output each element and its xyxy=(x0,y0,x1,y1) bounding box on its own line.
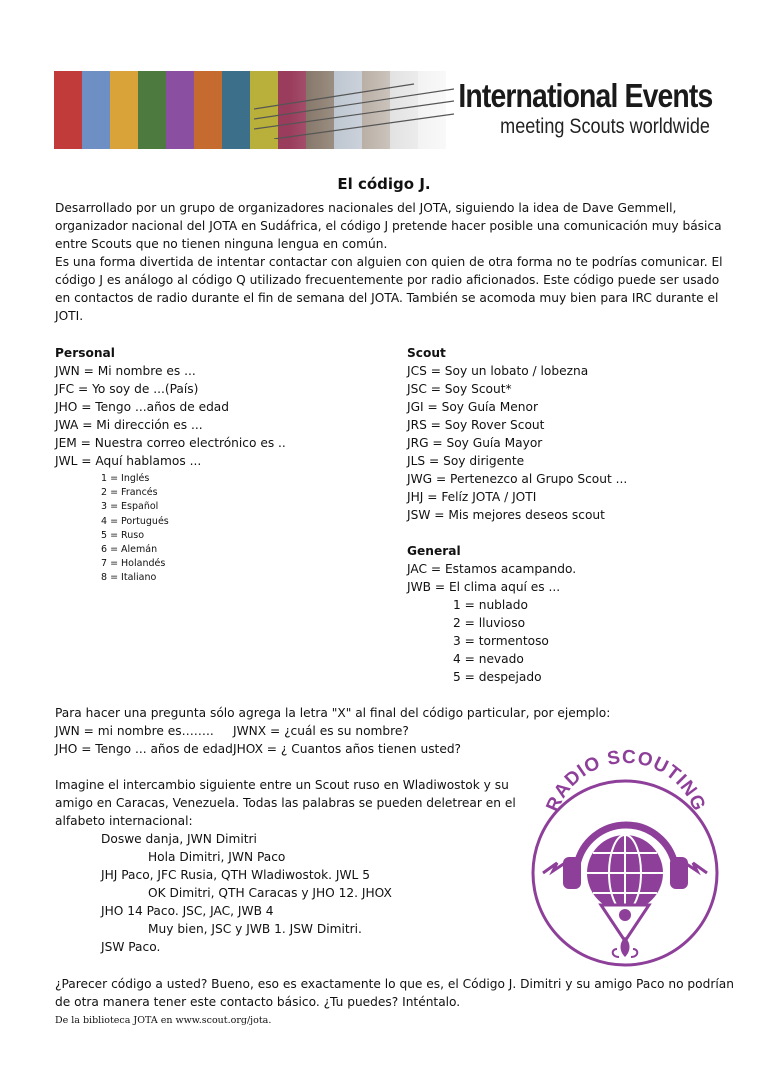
code-item: JHO = Tengo ...años de edad xyxy=(55,400,230,414)
intro-line: Es una forma divertida de intentar contactar con alguien con quien de otra forma no te podrías comunicar. El xyxy=(55,255,723,269)
question-example: JWN = mi nombre es…….. xyxy=(55,724,214,738)
dialogue-line: JSW Paco. xyxy=(101,940,161,954)
page-title: El código J. xyxy=(337,175,431,193)
closing-line: de otra manera tener este contacto básico. ¿Tu puedes? Inténtalo. xyxy=(55,995,461,1009)
intro-line: código J es análogo al código Q utilizado frecuentemente por radio aficionados. Este código puede ser usado xyxy=(55,273,720,287)
dialogue-line: Doswe danja, JWN Dimitri xyxy=(101,832,257,846)
intro-line: organizador nacional del JOTA en Sudáfrica, el código J pretende hacer posible una comunicación muy básica xyxy=(55,219,722,233)
dialogue-line: JHJ Paco, JFC Rusia, QTH Wladiwostok. JWL 5 xyxy=(101,868,370,882)
code-item: JFC = Yo soy de ...(País) xyxy=(55,382,199,396)
language-item: 5 = Ruso xyxy=(101,529,145,541)
code-item: JLS = Soy dirigente xyxy=(407,454,525,468)
language-item: 6 = Alemán xyxy=(101,544,158,556)
intro-line: entre Scouts que no tienen ninguna lengua en común. xyxy=(55,237,388,251)
code-item: JEM = Nuestra correo electrónico es .. xyxy=(55,436,286,450)
dialogue-line: JHO 14 Paco. JSC, JAC, JWB 4 xyxy=(101,904,274,918)
scout-section xyxy=(407,344,717,524)
footer-source: De la biblioteca JOTA en www.scout.org/jota. xyxy=(55,1015,272,1026)
code-item: JAC = Estamos acampando. xyxy=(407,562,577,576)
code-item: JRG = Soy Guía Mayor xyxy=(407,436,543,450)
weather-item: 2 = lluvioso xyxy=(453,616,526,630)
language-item: 7 = Holandés xyxy=(101,558,166,570)
banner-subtitle: meeting Scouts worldwide xyxy=(500,115,710,138)
code-item: JWG = Pertenezco al Grupo Scout ... xyxy=(407,472,628,486)
code-item: JSC = Soy Scout* xyxy=(407,382,512,396)
general-heading: General xyxy=(407,544,461,558)
question-example-x: JHOX = ¿ Cuantos años tienen usted? xyxy=(233,742,462,756)
weather-item: 4 = nevado xyxy=(453,652,524,666)
personal-heading: Personal xyxy=(55,346,115,360)
header-banner xyxy=(54,71,716,149)
language-list xyxy=(55,470,385,586)
banner-title: International Events xyxy=(457,77,712,114)
closing-paragraph xyxy=(55,975,734,1011)
weather-list xyxy=(407,596,717,686)
example-intro-line: amigo en Caracas, Venezuela. Todas las palabras se pueden deletrear en el xyxy=(55,796,516,810)
example-section xyxy=(55,776,525,956)
example-intro-line: Imagine el intercambio siguiente entre un Scout ruso en Wladiwostok y su xyxy=(55,778,509,792)
language-item: 3 = Español xyxy=(101,501,159,513)
question-example: JHO = Tengo ... años de edad. xyxy=(55,742,237,756)
code-item: JWB = El clima aquí es ... xyxy=(407,580,561,594)
weather-item: 3 = tormentoso xyxy=(453,634,549,648)
radio-scouting-globe-headphones-icon xyxy=(525,745,725,970)
personal-section xyxy=(55,344,385,586)
logo-text: RADIO SCOUTING xyxy=(542,746,710,815)
code-item: JSW = Mis mejores deseos scout xyxy=(407,508,605,522)
language-item: 4 = Portugués xyxy=(101,515,169,527)
language-item: 2 = Francés xyxy=(101,487,158,499)
language-item: 8 = Italiano xyxy=(101,572,157,584)
code-item: JWN = Mi nombre es ... xyxy=(55,364,196,378)
code-item: JGI = Soy Guía Menor xyxy=(407,400,538,414)
dialogue-line: OK Dimitri, QTH Caracas y JHO 12. JHOX xyxy=(148,886,392,900)
dialogue-line: Muy bien, JSC y JWB 1. JSW Dimitri. xyxy=(148,922,362,936)
question-row xyxy=(55,722,715,740)
code-item: JWL = Aquí hablamos ... xyxy=(55,454,202,468)
weather-item: 1 = nublado xyxy=(453,598,528,612)
intro-paragraph xyxy=(55,199,723,325)
closing-line: ¿Parecer código a usted? Bueno, eso es exactamente lo que es, el Código J. Dimitri y su amigo Paco no podrían xyxy=(55,977,734,991)
dialogue-line: Hola Dimitri, JWN Paco xyxy=(148,850,286,864)
code-item: JHJ = Felíz JOTA / JOTI xyxy=(407,490,537,504)
intro-line: Desarrollado por un grupo de organizadores nacionales del JOTA, siguiendo la idea de Dave Gemmell, xyxy=(55,201,677,215)
code-item: JWA = Mi dirección es ... xyxy=(55,418,203,432)
banner-decoration-icon xyxy=(254,79,454,139)
question-intro: Para hacer una pregunta sólo agrega la letra "X" al final del código particular, por ejemplo: xyxy=(55,706,611,720)
intro-line: JOTI. xyxy=(55,309,84,323)
general-section xyxy=(407,542,717,686)
intro-line: en contactos de radio durante el fin de semana del JOTA. También se acomoda muy bien para IRC durante el xyxy=(55,291,719,305)
weather-item: 5 = despejado xyxy=(453,670,542,684)
question-example-x: JWNX = ¿cuál es su nombre? xyxy=(233,724,409,738)
code-item: JCS = Soy un lobato / lobezna xyxy=(407,364,589,378)
example-intro-line: alfabeto internacional: xyxy=(55,814,193,828)
code-item: JRS = Soy Rover Scout xyxy=(407,418,545,432)
scout-heading: Scout xyxy=(407,346,446,360)
language-item: 1 = Inglés xyxy=(101,473,150,484)
